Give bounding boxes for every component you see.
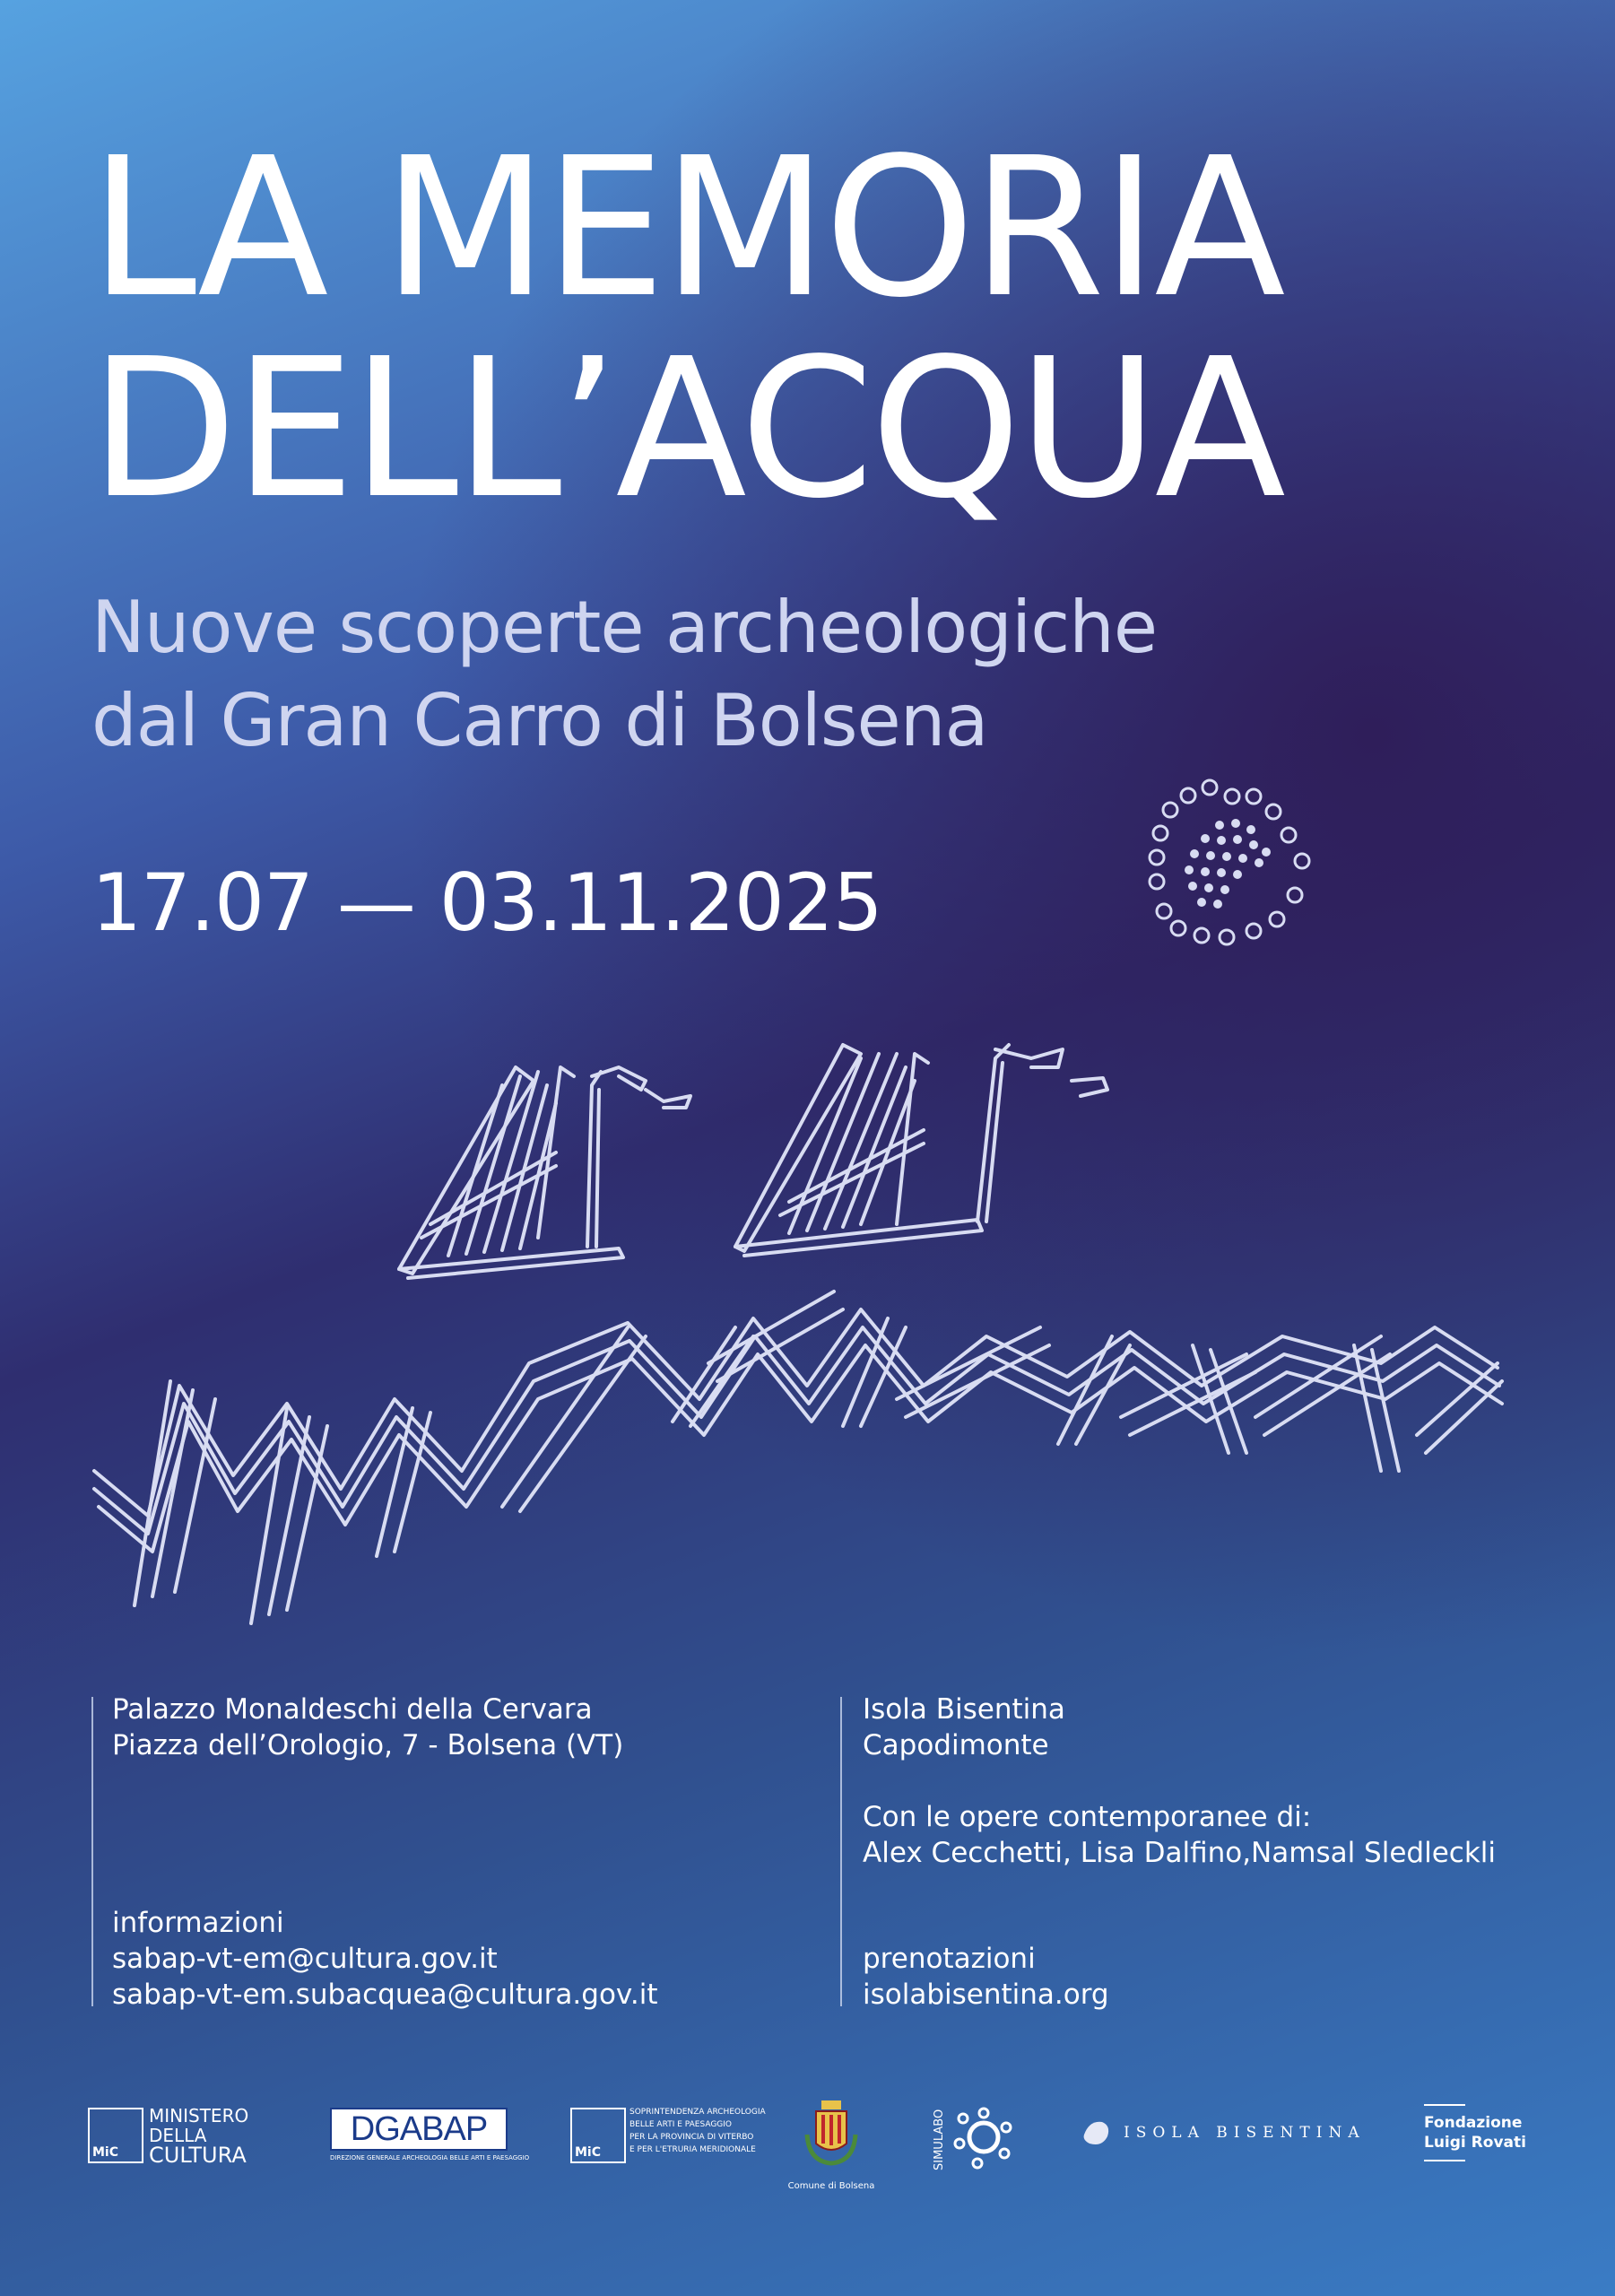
sabap-line-1: SOPRINTENDENZA ARCHEOLOGIA (630, 2108, 766, 2117)
mic-line-2: DELLA (149, 2125, 207, 2146)
fondazione-rule-bottom (1424, 2160, 1465, 2161)
waves-drawing (94, 1292, 1502, 1623)
venue-name-palazzo: Palazzo Monaldeschi della Cervara (112, 1693, 593, 1726)
poster-title-line-1: LA MEMORIA (90, 117, 1282, 340)
fondazione-line-1: Fondazione (1424, 2114, 1523, 2132)
fondazione-rule-top (1424, 2104, 1465, 2106)
booking-site[interactable]: isolabisentina.org (863, 1979, 1109, 2011)
boat-drawing-left (399, 1067, 690, 1278)
sabap-badge: MiC (575, 2145, 602, 2160)
sun-core-icon (1185, 819, 1271, 909)
logo-simulabo (933, 2099, 1022, 2170)
boat-drawing-right (735, 1045, 1107, 1256)
venue-place: Capodimonte (863, 1729, 1049, 1761)
divider-left (91, 1697, 93, 2006)
sabap-line-2: BELLE ARTI E PAESAGGIO (630, 2120, 733, 2129)
dgabap-mark: DGABAP (330, 2108, 508, 2151)
booking-heading: prenotazioni (863, 1943, 1036, 1975)
artists-list: Alex Cecchetti, Lisa Dalfino,Namsal Sledleckli (863, 1837, 1497, 1869)
fondazione-line-2: Luigi Rovati (1424, 2134, 1526, 2152)
poster-subtitle-line-2: dal Gran Carro di Bolsena (91, 679, 988, 762)
logo-fondazione-rovati (1424, 2104, 1526, 2170)
logo-soprintendenza (570, 2106, 766, 2170)
sabap-text (630, 2106, 766, 2156)
poster-subtitle-line-1: Nuove scoperte archeologiche (91, 586, 1158, 669)
info-email-1[interactable]: sabap-vt-em@cultura.gov.it (112, 1943, 498, 1975)
sabap-line-3: PER LA PROVINCIA DI VITERBO (630, 2133, 754, 2142)
logo-dgabap (330, 2108, 530, 2167)
logo-isola-bisentina (1081, 2117, 1385, 2152)
logo-ministero-cultura (88, 2106, 276, 2169)
info-email-2[interactable]: sabap-vt-em.subacquea@cultura.gov.it (112, 1979, 658, 2011)
poster-title-line-2: DELL’ACQUA (90, 317, 1282, 541)
fondazione-text (1424, 2113, 1526, 2152)
venue-address: Piazza dell’Orologio, 7 - Bolsena (VT) (112, 1729, 624, 1761)
isola-text: ISOLA BISENTINA (1124, 2124, 1366, 2142)
venue-name-isola: Isola Bisentina (863, 1693, 1065, 1726)
mic-line-1: MINISTERO (149, 2105, 249, 2126)
exhibition-dates: 17.07 — 03.11.2025 (91, 857, 882, 949)
simulabo-text: SIMULABO (933, 2109, 946, 2170)
artists-intro: Con le opere contemporanee di: (863, 1801, 1312, 1833)
simulabo-mark-icon (951, 2104, 1017, 2170)
dgabap-caption: DIREZIONE GENERALE ARCHEOLOGIA BELLE ARTI E PAESAGGIO (330, 2154, 530, 2161)
sabap-line-4: E PER L'ETRURIA MERIDIONALE (630, 2145, 756, 2154)
comune-caption: Comune di Bolsena (787, 2181, 875, 2191)
divider-right (840, 1697, 842, 2006)
mic-line-3: CULTURA (149, 2143, 247, 2168)
info-heading: informazioni (112, 1907, 284, 1939)
comune-crest-icon (782, 2099, 881, 2176)
mic-badge: MiC (92, 2145, 119, 2160)
isola-leaf-icon (1081, 2117, 1113, 2149)
mic-emblem-icon (88, 2108, 143, 2163)
mic-text (149, 2105, 249, 2168)
sabap-emblem-icon (570, 2108, 626, 2163)
sun-dots-icon (1150, 780, 1309, 944)
logo-comune-bolsena (782, 2099, 881, 2197)
